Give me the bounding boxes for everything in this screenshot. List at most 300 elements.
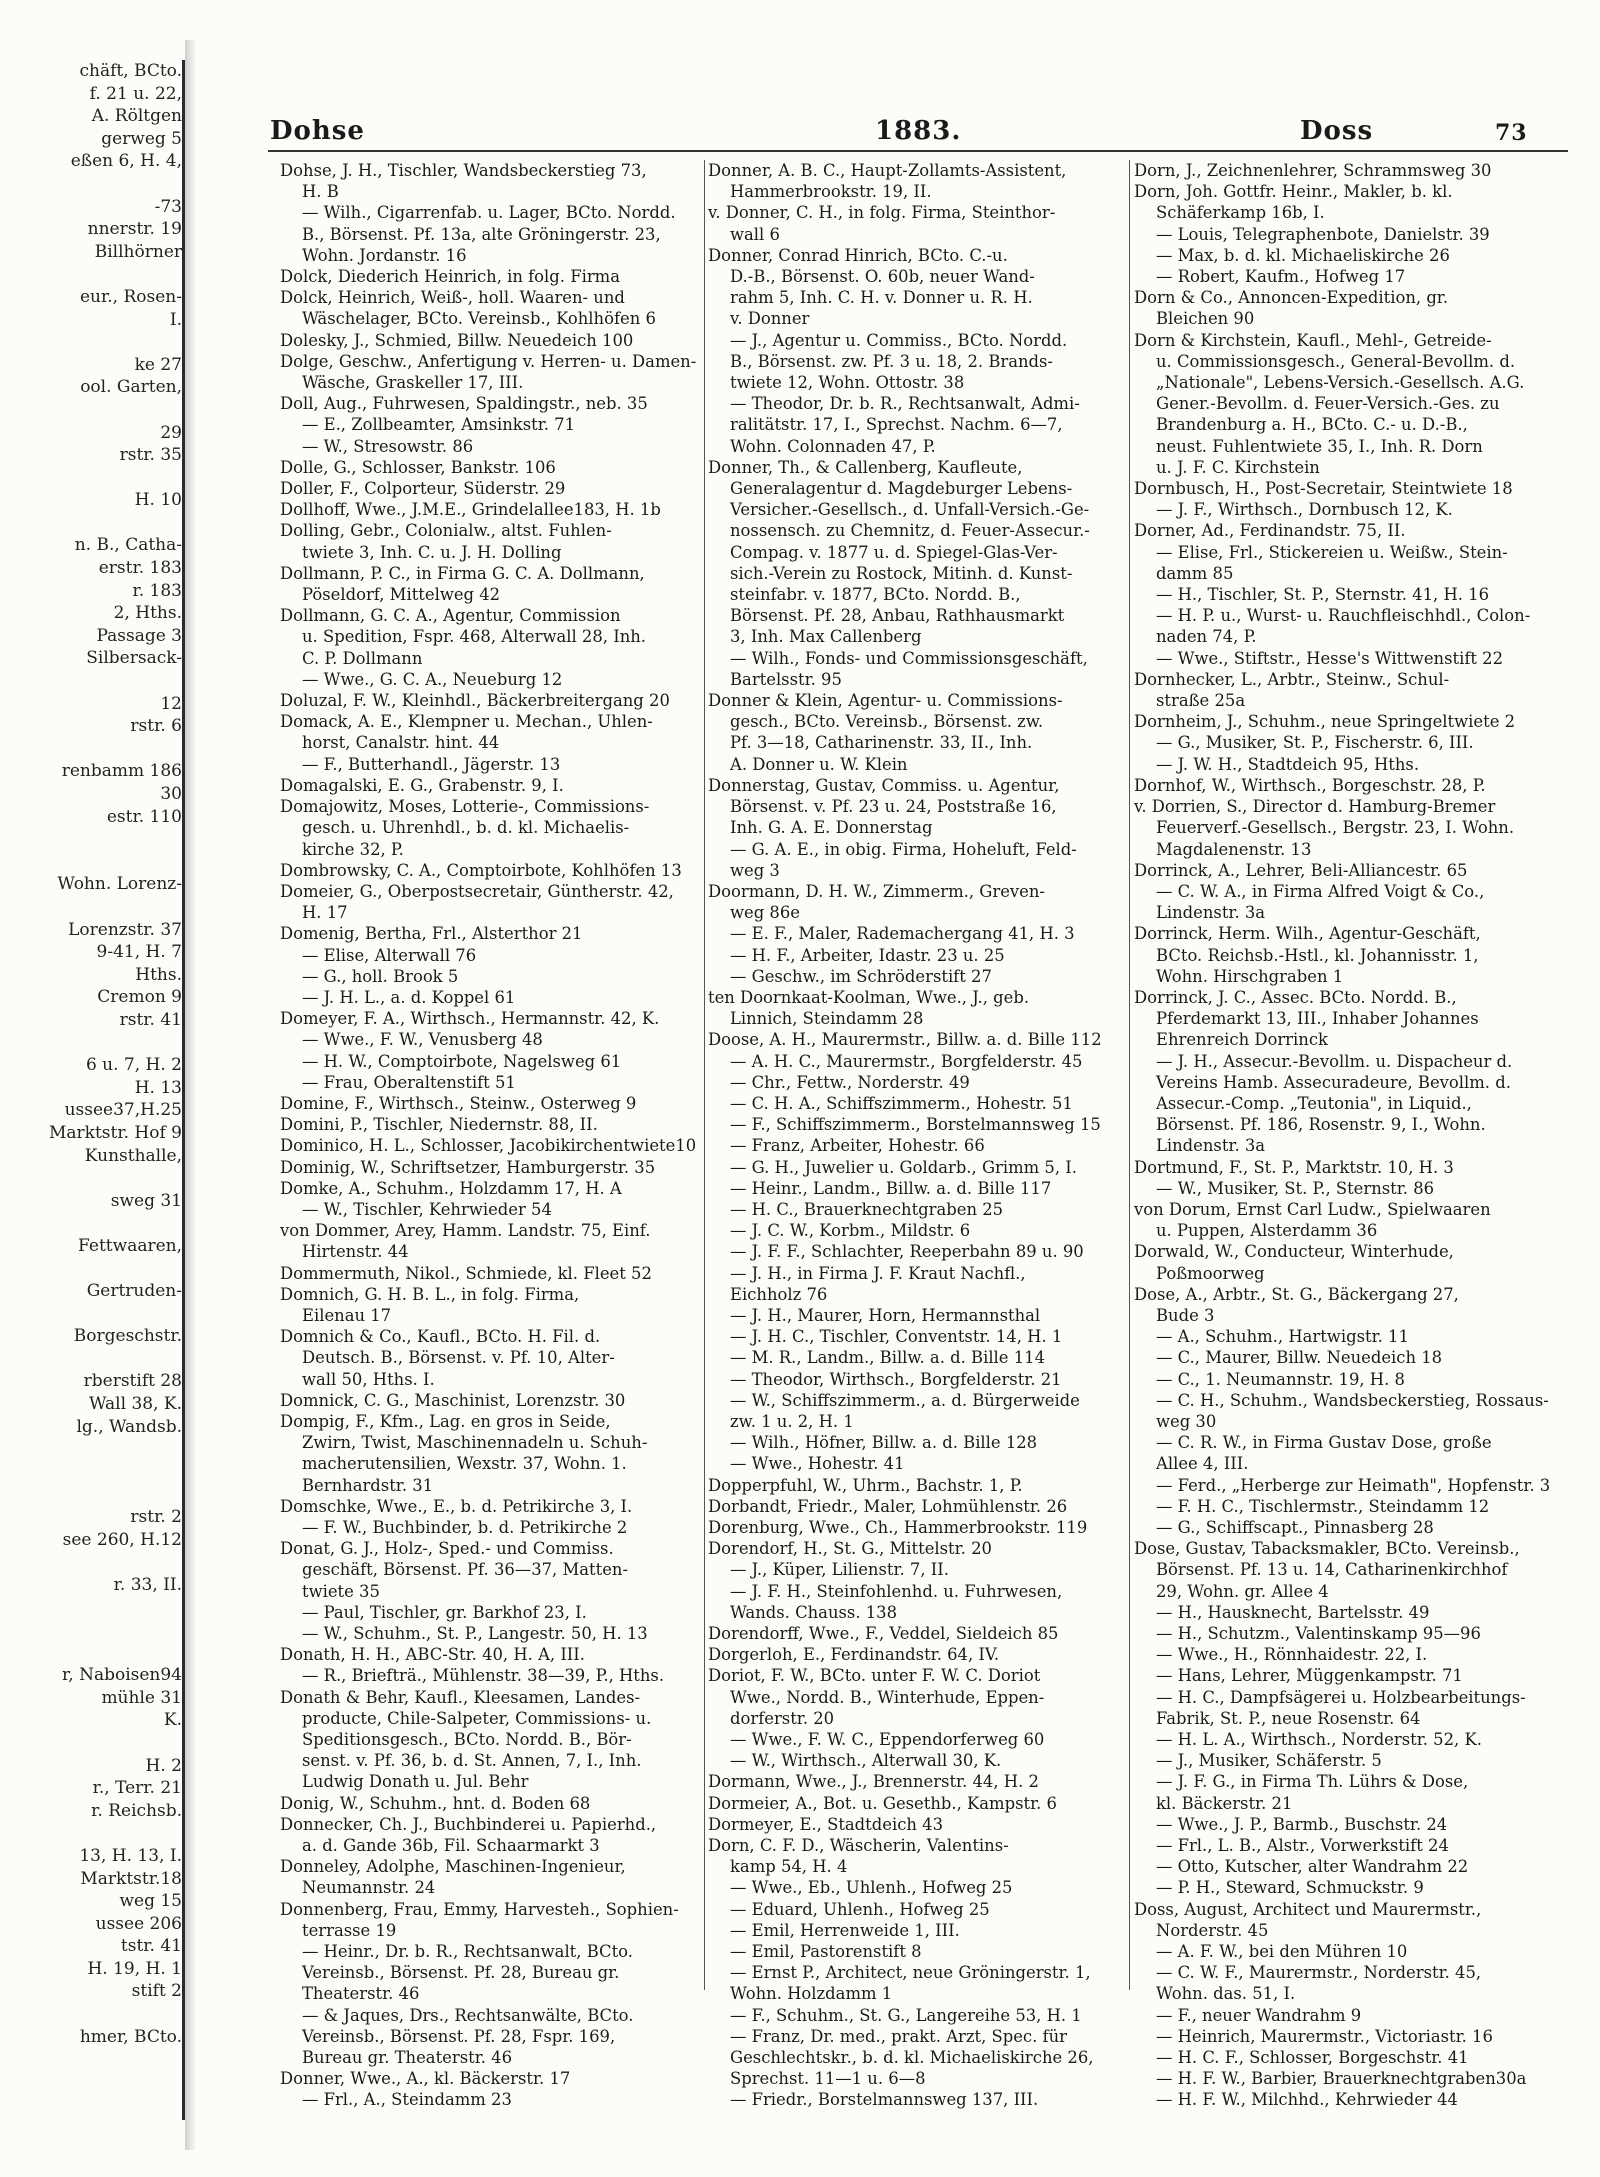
- directory-entry-line: — F., neuer Wandrahm 9: [1156, 2005, 1362, 2025]
- directory-entry-line: — Robert, Kaufm., Hofweg 17: [1156, 267, 1406, 287]
- directory-entry-line: Lindenstr. 3a: [1156, 1136, 1266, 1156]
- prev-page-line: H. 2: [145, 1755, 182, 1776]
- directory-entry-line: Ludwig Donath u. Jul. Behr: [302, 1772, 529, 1792]
- directory-entry-line: Dohse, J. H., Tischler, Wandsbeckerstieg 73,: [280, 161, 647, 180]
- directory-entry-line: zw. 1 u. 2, H. 1: [730, 1411, 854, 1431]
- directory-entry-line: D.-B., Börsenst. O. 60b, neuer Wand-: [730, 267, 1035, 287]
- directory-entry-line: Doluzal, F. W., Kleinhdl., Bäckerbreitergang 20: [280, 691, 670, 711]
- directory-entry-line: — Elise, Frl., Stickereien u. Weißw., Stein-: [1156, 542, 1508, 562]
- prev-page-line: [0, 896, 182, 919]
- prev-page-line: hmer, BCto.: [79, 2026, 182, 2047]
- directory-entry-line: Börsenst. v. Pf. 23 u. 24, Poststraße 16,: [730, 797, 1057, 817]
- directory-entry-line: — J. F. G., in Firma Th. Lührs & Dose,: [1156, 1772, 1469, 1792]
- directory-entry-line: — W., Tischler, Kehrwieder 54: [302, 1199, 552, 1219]
- directory-entry-line: wall 6: [730, 224, 780, 244]
- directory-entry-line: — J., Agentur u. Commiss., BCto. Nordd.: [730, 330, 1068, 350]
- directory-entry-line: 29, Wohn. gr. Allee 4: [1156, 1581, 1329, 1601]
- directory-entry-line: Lindenstr. 3a: [1156, 903, 1266, 923]
- column-3: [1134, 160, 1564, 2140]
- directory-entry-line: Bleichen 90: [1156, 309, 1255, 329]
- directory-entry-line: gesch. u. Uhrenhdl., b. d. kl. Michaelis-: [302, 818, 630, 838]
- directory-entry-line: — J., Küper, Lilienstr. 7, II.: [730, 1560, 949, 1580]
- directory-entry-line: — Wwe., J. P., Barmb., Buschstr. 24: [1156, 1814, 1448, 1834]
- directory-entry-line: — J. C. W., Korbm., Mildstr. 6: [730, 1221, 971, 1241]
- directory-entry-line: — Friedr., Borstelmannsweg 137, III.: [730, 2090, 1039, 2110]
- prev-page-line: 6 u. 7, H. 2: [85, 1055, 182, 1076]
- directory-entry-line: — H. L. A., Wirthsch., Norderstr. 52, K.: [1156, 1730, 1482, 1750]
- directory-entry-line: Speditionsgesch., BCto. Nordd. B., Bör-: [302, 1730, 632, 1750]
- directory-entry-line: Wohn. Jordanstr. 16: [302, 245, 467, 265]
- directory-entry-line: — G. H., Juwelier u. Goldarb., Grimm 5, I.: [730, 1157, 1077, 1177]
- directory-entry-line: Norderstr. 45: [1156, 1920, 1269, 1940]
- prev-page-line: ussee 206: [95, 1913, 182, 1934]
- prev-page-line: [0, 2003, 182, 2026]
- directory-entry-line: Dorgerloh, E., Ferdinandstr. 64, IV.: [708, 1645, 1000, 1665]
- directory-entry-line: — J. F. F., Schlachter, Reeperbahn 89 u. 90: [730, 1242, 1084, 1262]
- directory-entry-line: Doss, August, Architect und Maurermstr.,: [1134, 1899, 1482, 1919]
- directory-entry-line: — J., Musiker, Schäferstr. 5: [1156, 1751, 1382, 1771]
- directory-entry-line: — Wwe., F. W. C., Eppendorferweg 60: [730, 1730, 1045, 1750]
- prev-page-line: [0, 399, 182, 422]
- directory-entry-line: — Theodor, Wirthsch., Borgfelderstr. 21: [730, 1369, 1062, 1389]
- directory-entry-line: Bureau gr. Theaterstr. 46: [302, 2048, 513, 2068]
- directory-entry-line: — H., Tischler, St. P., Sternstr. 41, H. 16: [1156, 585, 1490, 605]
- directory-entry-line: — Wwe., Hohestr. 41: [730, 1454, 905, 1474]
- directory-entry-line: Vereinsb., Börsenst. Pf. 28, Bureau gr.: [302, 1963, 620, 1983]
- directory-entry-line: Domnick, C. G., Maschinist, Lorenzstr. 30: [280, 1390, 626, 1410]
- directory-entry-line: — J. H. L., a. d. Koppel 61: [302, 987, 516, 1007]
- directory-entry-line: — F., Schiffszimmerm., Borstelmannsweg 15: [730, 1115, 1101, 1135]
- directory-entry-line: Dose, Gustav, Tabacksmakler, BCto. Vereinsb.,: [1134, 1539, 1520, 1559]
- directory-entry-line: weg 86e: [730, 903, 800, 923]
- directory-entry-line: — Wilh., Höfner, Billw. a. d. Bille 128: [730, 1433, 1038, 1453]
- directory-entry-line: — H. C. F., Schlosser, Borgeschstr. 41: [1156, 2048, 1469, 2068]
- directory-entry-line: Donner & Klein, Agentur- u. Commissions-: [708, 691, 1063, 711]
- directory-entry-line: — Theodor, Dr. b. R., Rechtsanwalt, Admi-: [730, 394, 1080, 414]
- directory-entry-line: — Hans, Lehrer, Müggenkampstr. 71: [1156, 1666, 1463, 1686]
- directory-entry-line: Bude 3: [1156, 1305, 1215, 1325]
- directory-entry-line: — Heinr., Landm., Billw. a. d. Bille 117: [730, 1178, 1052, 1198]
- directory-entry-line: Dolesky, J., Schmied, Billw. Neuedeich 100: [280, 330, 634, 350]
- prev-page-line: Kunsthalle,: [84, 1145, 182, 1166]
- directory-entry-line: Doller, F., Colporteur, Süderstr. 29: [280, 479, 566, 499]
- directory-entry-line: Donner, Th., & Callenberg, Kaufleute,: [708, 457, 1023, 477]
- directory-entry-line: Domajowitz, Moses, Lotterie-, Commissions-: [280, 797, 650, 817]
- directory-entry-line: H. B: [302, 182, 339, 202]
- directory-entry-line: — Elise, Alterwall 76: [302, 945, 477, 965]
- column-1: [280, 160, 700, 2140]
- prev-page-line: ke 27: [134, 354, 182, 375]
- prev-page-line: rstr. 35: [119, 445, 182, 466]
- prev-page-line: Passage 3: [96, 625, 182, 646]
- directory-entry-line: — E., Zollbeamter, Amsinkstr. 71: [302, 415, 576, 435]
- prev-page-line: sweg 31: [110, 1190, 182, 1211]
- prev-page-line: rstr. 6: [130, 716, 182, 737]
- directory-entry-line: — W., Wirthsch., Alterwall 30, K.: [730, 1751, 1002, 1771]
- directory-entry-line: gesch., BCto. Vereinsb., Börsenst. zw.: [730, 712, 1044, 732]
- directory-entry-line: Domagalski, E. G., Grabenstr. 9, I.: [280, 775, 564, 795]
- prev-page-line: H. 10: [134, 490, 182, 511]
- directory-entry-line: Dormeier, A., Bot. u. Gesethb., Kampstr. 6: [708, 1793, 1057, 1813]
- prev-page-line: 9-41, H. 7: [96, 942, 182, 963]
- prev-page-line: [0, 1212, 182, 1235]
- prev-page-line: chäft, BCto.: [79, 61, 182, 81]
- header-left-keyword: Dohse: [270, 116, 365, 146]
- prev-page-line: 12: [160, 693, 182, 714]
- directory-entry-line: Theaterstr. 46: [302, 1984, 420, 2004]
- directory-entry-line: Dorendorf, H., St. G., Mittelstr. 20: [708, 1539, 992, 1559]
- prev-page-line: ool. Garten,: [80, 377, 182, 398]
- directory-entry-line: H. 17: [302, 903, 348, 923]
- directory-entry-line: — C., 1. Neumannstr. 19, H. 8: [1156, 1369, 1405, 1389]
- directory-entry-line: BCto. Reichsb.-Hstl., kl. Johannisstr. 1,: [1156, 945, 1479, 965]
- directory-entry-line: — Geschw., im Schröderstift 27: [730, 966, 992, 986]
- directory-entry-line: Dombrowsky, C. A., Comptoirbote, Kohlhöfen 13: [280, 860, 682, 880]
- directory-entry-line: Domini, P., Tischler, Niedernstr. 88, II.: [280, 1115, 598, 1135]
- directory-entry-line: — Wwe., H., Rönnhaidestr. 22, I.: [1156, 1645, 1428, 1665]
- directory-entry-line: Eilenau 17: [302, 1305, 392, 1325]
- directory-entry-line: kirche 32, P.: [302, 839, 404, 859]
- header-rule: [268, 150, 1568, 152]
- prev-page-line: r, Naboisen94: [62, 1665, 182, 1686]
- directory-entry-line: horst, Canalstr. hint. 44: [302, 733, 500, 753]
- column-divider: [1129, 160, 1130, 1990]
- directory-entry-line: — Wwe., Eb., Uhlenh., Hofweg 25: [730, 1878, 1013, 1898]
- prev-page-line: 29: [160, 422, 182, 443]
- directory-entry-line: Generalagentur d. Magdeburger Lebens-: [730, 479, 1073, 499]
- directory-entry-line: wall 50, Hths. I.: [302, 1369, 435, 1389]
- prev-page-line: [0, 1483, 182, 1506]
- directory-entry-line: Poßmoorweg: [1156, 1263, 1265, 1283]
- directory-entry-line: Börsenst. Pf. 13 u. 14, Catharinenkirchhof: [1156, 1560, 1508, 1580]
- directory-entry-line: terrasse 19: [302, 1920, 397, 1940]
- directory-entry-line: Doose, A. H., Maurermstr., Billw. a. d. Bille 112: [708, 1030, 1102, 1050]
- directory-entry-line: Neumannstr. 24: [302, 1878, 436, 1898]
- directory-entry-line: Wohn. das. 51, I.: [1156, 1984, 1296, 2004]
- directory-entry-line: kamp 54, H. 4: [730, 1857, 848, 1877]
- directory-entry-line: Doriot, F. W., BCto. unter F. W. C. Doriot: [708, 1666, 1041, 1686]
- directory-entry-line: Dollmann, G. C. A., Agentur, Commission: [280, 606, 621, 626]
- directory-entry-line: — Frl., A., Steindamm 23: [302, 2090, 512, 2110]
- prev-page-line: r. Reichsb.: [91, 1800, 182, 1821]
- directory-entry-line: — Wwe., Stiftstr., Hesse's Wittwenstift 22: [1156, 648, 1504, 668]
- column-divider: [704, 160, 705, 1990]
- prev-page-line: 13, H. 13, I.: [79, 1845, 182, 1866]
- directory-entry-line: v. Donner, C. H., in folg. Firma, Steinthor-: [708, 203, 1056, 223]
- prev-page-line: rstr. 2: [130, 1507, 182, 1527]
- directory-entry-line: twiete 12, Wohn. Ottostr. 38: [730, 373, 965, 393]
- directory-entry-line: — Frl., L. B., Alstr., Vorwerkstift 24: [1156, 1836, 1449, 1856]
- directory-entry-line: Dorn & Co., Annoncen-Expedition, gr.: [1134, 288, 1449, 308]
- previous-page-fragment: [0, 60, 185, 2120]
- directory-entry-line: — F. W., Buchbinder, b. d. Petrikirche 2: [302, 1518, 628, 1537]
- directory-entry-line: neust. Fuhlentwiete 35, I., Inh. R. Dorn: [1156, 436, 1483, 456]
- directory-entry-line: — H. W., Comptoirbote, Nagelsweg 61: [302, 1051, 622, 1071]
- prev-page-line: Marktstr.18: [80, 1868, 182, 1889]
- directory-entry-line: — G., Musiker, St. P., Fischerstr. 6, III.: [1156, 733, 1474, 753]
- prev-page-line: f. 21 u. 22,: [89, 83, 182, 104]
- directory-entry-line: Geschlechtskr., b. d. kl. Michaeliskirche 26,: [730, 2048, 1094, 2068]
- prev-page-line: [0, 1257, 182, 1280]
- directory-entry-line: Dolge, Geschw., Anfertigung v. Herren- u. Damen-: [280, 351, 697, 371]
- directory-entry-line: — J. F., Wirthsch., Dornbusch 12, K.: [1156, 500, 1453, 520]
- directory-entry-line: Domenig, Bertha, Frl., Alsterthor 21: [280, 924, 583, 944]
- directory-entry-line: macherutensilien, Wexstr. 37, Wohn. 1.: [302, 1454, 627, 1474]
- directory-entry-line: Vereins Hamb. Assecuradeure, Bevollm. d.: [1156, 1072, 1511, 1092]
- directory-entry-line: senst. v. Pf. 36, b. d. St. Annen, 7, I., Inh.: [302, 1751, 642, 1771]
- prev-page-line: [0, 512, 182, 535]
- directory-entry-line: Donig, W., Schuhm., hnt. d. Boden 68: [280, 1793, 591, 1813]
- directory-entry-line: Wwe., Nordd. B., Winterhude, Eppen-: [730, 1687, 1045, 1707]
- directory-entry-line: Wohn. Holzdamm 1: [730, 1984, 893, 2004]
- directory-entry-line: Compag. v. 1877 u. d. Spiegel-Glas-Ver-: [730, 542, 1058, 562]
- directory-entry-line: von Dorum, Ernst Carl Ludw., Spielwaaren: [1134, 1199, 1491, 1219]
- prev-page-line: [0, 1732, 182, 1755]
- prev-page-line: [0, 173, 182, 196]
- directory-entry-line: u. Commissionsgesch., General-Bevollm. d.: [1156, 351, 1516, 371]
- directory-entry-line: Domeyer, F. A., Wirthsch., Hermannstr. 42, K.: [280, 1009, 660, 1029]
- directory-entry-line: — R., Briefträ., Mühlenstr. 38—39, P., Hths.: [302, 1666, 665, 1686]
- directory-entry-line: kl. Bäckerstr. 21: [1156, 1793, 1293, 1813]
- directory-entry-line: B., Börsenst. Pf. 13a, alte Gröningerstr. 23,: [302, 224, 661, 244]
- prev-page-line: Fettwaaren,: [78, 1235, 182, 1256]
- directory-entry-line: — C. H. A., Schiffszimmerm., Hohestr. 51: [730, 1093, 1073, 1113]
- directory-entry-line: Dortmund, F., St. P., Marktstr. 10, H. 3: [1134, 1157, 1454, 1177]
- directory-entry-line: Donat, G. J., Holz-, Sped.- und Commiss.: [280, 1539, 614, 1559]
- prev-page-line: lg., Wandsb.: [76, 1416, 182, 1437]
- prev-page-line: Hths.: [135, 964, 182, 985]
- prev-page-line: estr. 110: [106, 806, 182, 827]
- directory-entry-line: Wohn. Hirschgraben 1: [1156, 966, 1344, 986]
- directory-entry-line: Dolle, G., Schlosser, Bankstr. 106: [280, 457, 556, 477]
- directory-entry-line: Pöseldorf, Mittelweg 42: [302, 585, 501, 605]
- directory-entry-line: weg 30: [1156, 1411, 1217, 1431]
- prev-page-line: Wohn. Lorenz-: [57, 874, 182, 895]
- directory-entry-line: — Emil, Pastorenstift 8: [730, 1942, 922, 1962]
- directory-entry-line: — Otto, Kutscher, alter Wandrahm 22: [1156, 1857, 1469, 1877]
- directory-entry-line: 3, Inh. Max Callenberg: [730, 627, 922, 647]
- directory-entry-line: — W., Musiker, St. P., Sternstr. 86: [1156, 1178, 1435, 1198]
- directory-entry-line: Dominig, W., Schriftsetzer, Hamburgerstr. 35: [280, 1157, 656, 1177]
- directory-entry-line: — C. W. A., in Firma Alfred Voigt & Co.,: [1156, 881, 1485, 901]
- directory-entry-line: Fabrik, St. P., neue Rosenstr. 64: [1156, 1708, 1421, 1728]
- directory-entry-line: — Eduard, Uhlenh., Hofweg 25: [730, 1899, 990, 1919]
- prev-page-line: gerweg 5: [101, 128, 182, 149]
- prev-page-line: Silbersack-: [86, 648, 182, 669]
- directory-entry-line: — Wilh., Fonds- und Commissionsgeschäft,: [730, 648, 1088, 668]
- directory-entry-line: — Louis, Telegraphenbote, Danielstr. 39: [1156, 224, 1490, 244]
- prev-page-line: [0, 1619, 182, 1642]
- directory-entry-line: Dollmann, P. C., in Firma G. C. A. Dollmann,: [280, 563, 645, 583]
- prev-page-line: [0, 1348, 182, 1371]
- directory-entry-line: Dorn, Joh. Gottfr. Heinr., Makler, b. kl.: [1134, 182, 1453, 202]
- prev-page-line: [0, 1461, 182, 1484]
- prev-page-line: eur., Rosen-: [80, 286, 182, 307]
- directory-entry-line: Hammerbrookstr. 19, II.: [730, 182, 932, 202]
- directory-entry-line: — A. H. C., Maurermstr., Borgfelderstr. 45: [730, 1051, 1083, 1071]
- directory-entry-line: Brandenburg a. H., BCto. C.- u. D.-B.,: [1156, 415, 1468, 435]
- prev-page-line: I.: [169, 309, 182, 330]
- prev-page-line: tstr. 41: [120, 1936, 182, 1957]
- prev-page-line: [0, 1596, 182, 1619]
- directory-entry-line: naden 74, P.: [1156, 627, 1257, 647]
- prev-page-line: mühle 31: [101, 1687, 182, 1708]
- directory-entry-line: ralitätstr. 17, I., Sprechst. Nachm. 6—7,: [730, 415, 1063, 435]
- directory-entry-line: — H. F. W., Barbier, Brauerknechtgraben30a: [1156, 2069, 1527, 2089]
- directory-entry-line: weg 3: [730, 860, 780, 880]
- directory-entry-line: Dopperpfuhl, W., Uhrm., Bachstr. 1, P.: [708, 1475, 1023, 1495]
- prev-page-line: n. B., Catha-: [74, 535, 182, 556]
- directory-entry-line: Donath, H. H., ABC-Str. 40, H. A, III.: [280, 1645, 585, 1665]
- directory-entry-line: ten Doornkaat-Koolman, Wwe., J., geb.: [708, 987, 1030, 1007]
- directory-entry-line: — W., Schuhm., St. P., Langestr. 50, H. 13: [302, 1624, 648, 1644]
- directory-entry-line: Domnich & Co., Kaufl., BCto. H. Fil. d.: [280, 1327, 601, 1347]
- directory-entry-line: Donner, Wwe., A., kl. Bäckerstr. 17: [280, 2069, 571, 2089]
- directory-entry-line: C. P. Dollmann: [302, 648, 423, 668]
- directory-entry-line: — A., Schuhm., Hartwigstr. 11: [1156, 1327, 1409, 1347]
- prev-page-line: Cremon 9: [97, 987, 182, 1008]
- directory-entry-line: Bartelsstr. 95: [730, 669, 842, 689]
- directory-entry-line: Versicher.-Gesellsch., d. Unfall-Versich.-Ge-: [730, 500, 1090, 520]
- directory-entry-line: Dose, A., Arbtr., St. G., Bäckergang 27,: [1134, 1284, 1459, 1304]
- directory-entry-line: Donnecker, Ch. J., Buchbinderei u. Papierhd.,: [280, 1814, 657, 1834]
- directory-entry-line: — M. R., Landm., Billw. a. d. Bille 114: [730, 1348, 1045, 1368]
- directory-entry-line: Dorbandt, Friedr., Maler, Lohmühlenstr. 26: [708, 1496, 1068, 1516]
- directory-entry-line: Linnich, Steindamm 28: [730, 1009, 924, 1029]
- prev-page-line: K.: [163, 1710, 182, 1731]
- prev-page-line: 30: [160, 784, 182, 804]
- prev-page-line: see 260, H.12: [62, 1529, 182, 1550]
- directory-entry-line: Börsenst. Pf. 28, Anbau, Rathhausmarkt: [730, 606, 1065, 626]
- directory-entry-line: — Ernst P., Architect, neue Gröningerstr. 1,: [730, 1963, 1091, 1983]
- directory-entry-line: Dorwald, W., Conducteur, Winterhude,: [1134, 1242, 1454, 1262]
- directory-entry-line: v. Donner: [730, 309, 810, 329]
- directory-entry-line: — Ferd., „Herberge zur Heimath", Hopfenstr. 3: [1156, 1475, 1551, 1495]
- prev-page-line: 2, Hths.: [113, 603, 182, 624]
- page-gutter: [185, 40, 195, 2150]
- prev-page-line: [0, 1822, 182, 1845]
- directory-entry-line: Dorenburg, Wwe., Ch., Hammerbrookstr. 119: [708, 1518, 1088, 1537]
- directory-entry-line: sich.-Verein zu Rostock, Mitinh. d. Kunst-: [730, 563, 1073, 583]
- directory-entry-line: — Heinr., Dr. b. R., Rechtsanwalt, BCto.: [302, 1942, 633, 1962]
- prev-page-line: Borgeschstr.: [73, 1326, 182, 1347]
- prev-page-line: [0, 331, 182, 354]
- directory-entry-line: — H. F., Arbeiter, Idastr. 23 u. 25: [730, 945, 1005, 965]
- directory-entry-line: Allee 4, III.: [1156, 1454, 1249, 1474]
- directory-entry-line: u. J. F. C. Kirchstein: [1156, 457, 1320, 477]
- directory-entry-line: Domeier, G., Oberpostsecretair, Güntherstr. 42,: [280, 881, 674, 901]
- prev-page-line: eßen 6, H. 4,: [70, 151, 182, 172]
- directory-entry-line: damm 85: [1156, 563, 1234, 583]
- prev-page-line: [0, 1438, 182, 1461]
- directory-entry-line: Dollhoff, Wwe., J.M.E., Grindelallee183, H. 1b: [280, 500, 661, 520]
- directory-entry-line: — H., Hausknecht, Bartelsstr. 49: [1156, 1602, 1430, 1622]
- directory-entry-line: Schäferkamp 16b, I.: [1156, 203, 1325, 223]
- directory-entry-line: Dorn & Kirchstein, Kaufl., Mehl-, Getreide-: [1134, 330, 1492, 350]
- directory-entry-line: producte, Chile-Salpeter, Commissions- u.: [302, 1708, 652, 1728]
- directory-entry-line: rahm 5, Inh. C. H. v. Donner u. R. H.: [730, 288, 1033, 308]
- directory-entry-line: — H. P. u., Wurst- u. Rauchfleischhdl., Colon-: [1156, 606, 1531, 626]
- directory-entry-line: Dorrinck, J. C., Assec. BCto. Nordd. B.,: [1134, 987, 1457, 1007]
- prev-page-line: stift 2: [131, 1981, 182, 2002]
- directory-entry-line: Wäschelager, BCto. Vereinsb., Kohlhöfen 6: [302, 309, 656, 329]
- directory-entry-line: Magdalenenstr. 13: [1156, 839, 1312, 859]
- directory-entry-line: Pf. 3—18, Catharinenstr. 33, II., Inh.: [730, 733, 1033, 753]
- prev-page-line: [0, 1551, 182, 1574]
- directory-entry-line: Pferdemarkt 13, III., Inhaber Johannes: [1156, 1009, 1479, 1029]
- column-2: [708, 160, 1124, 2140]
- directory-entry-line: Dorrinck, A., Lehrer, Beli-Alliancestr. 65: [1134, 860, 1468, 880]
- directory-entry-line: — W., Schiffszimmerm., a. d. Bürgerweide: [730, 1390, 1080, 1410]
- directory-entry-line: Dorner, Ad., Ferdinandstr. 75, II.: [1134, 521, 1406, 541]
- directory-entry-line: Doormann, D. H. W., Zimmerm., Greven-: [708, 881, 1045, 901]
- directory-entry-line: B., Börsenst. zw. Pf. 3 u. 18, 2. Brands-: [730, 351, 1053, 371]
- directory-entry-line: — J. H., Assecur.-Bevollm. u. Dispacheur d.: [1156, 1051, 1513, 1071]
- directory-entry-line: Donner, A. B. C., Haupt-Zollamts-Assistent,: [708, 161, 1067, 180]
- directory-entry-line: — Wwe., F. W., Venusberg 48: [302, 1030, 543, 1050]
- directory-entry-line: Wohn. Colonnaden 47, P.: [730, 436, 936, 456]
- prev-page-line: ussee37,H.25: [64, 1100, 182, 1121]
- prev-page-line: [0, 263, 182, 286]
- directory-entry-line: — C., Maurer, Billw. Neuedeich 18: [1156, 1348, 1443, 1368]
- prev-page-line: r. 33, II.: [113, 1574, 182, 1595]
- directory-entry-line: Domnich, G. H. B. L., in folg. Firma,: [280, 1284, 580, 1304]
- directory-entry-line: Dormeyer, E., Stadtdeich 43: [708, 1814, 943, 1834]
- prev-page-line: Marktstr. Hof 9: [49, 1122, 182, 1143]
- prev-page-line: rstr. 41: [119, 1009, 182, 1030]
- directory-entry-line: Dolling, Gebr., Colonialw., altst. Fuhlen-: [280, 521, 612, 541]
- directory-entry-line: — G., holl. Brook 5: [302, 966, 459, 986]
- header-year: 1883.: [875, 116, 962, 146]
- prev-page-line: [0, 1167, 182, 1190]
- prev-page-line: [0, 851, 182, 874]
- directory-entry-line: Domschke, Wwe., E., b. d. Petrikirche 3, I.: [280, 1496, 633, 1516]
- directory-entry-line: Donnerstag, Gustav, Commiss. u. Agentur,: [708, 775, 1060, 795]
- directory-entry-line: Gener.-Bevollm. d. Feuer-Versich.-Ges. zu: [1156, 394, 1500, 414]
- directory-entry-line: straße 25a: [1156, 691, 1246, 711]
- prev-page-line: [0, 1642, 182, 1665]
- directory-entry-line: — Frau, Oberaltenstift 51: [302, 1072, 516, 1092]
- directory-entry-line: Sprechst. 11—1 u. 6—8: [730, 2069, 926, 2089]
- prev-page-line: H. 13: [134, 1077, 182, 1098]
- prev-page-line: Billhörner: [94, 241, 182, 262]
- directory-entry-line: — P. H., Steward, Schmuckstr. 9: [1156, 1878, 1424, 1898]
- directory-entry-line: — H. C., Dampfsägerei u. Holzbearbeitungs-: [1156, 1687, 1526, 1707]
- directory-entry-line: Bernhardstr. 31: [302, 1475, 434, 1495]
- directory-entry-line: Ehrenreich Dorrinck: [1156, 1030, 1328, 1050]
- directory-entry-line: — F., Schuhm., St. G., Langereihe 53, H. 1: [730, 2005, 1082, 2025]
- directory-entry-line: — J. H. C., Tischler, Conventstr. 14, H. 1: [730, 1327, 1063, 1347]
- directory-entry-line: Dornbusch, H., Post-Secretair, Steintwiete 18: [1134, 479, 1513, 499]
- directory-entry-line: — F., Butterhandl., Jägerstr. 13: [302, 754, 561, 774]
- directory-entry-line: dorferstr. 20: [730, 1708, 835, 1728]
- directory-entry-line: — F. H. C., Tischlermstr., Steindamm 12: [1156, 1496, 1490, 1516]
- directory-entry-line: — W., Stresowstr. 86: [302, 436, 474, 456]
- directory-entry-line: „Nationale", Lebens-Versich.-Gesellsch. A.G.: [1156, 373, 1525, 393]
- directory-entry-line: von Dommer, Arey, Hamm. Landstr. 75, Einf.: [280, 1221, 651, 1241]
- directory-entry-line: Donath & Behr, Kaufl., Kleesamen, Landes-: [280, 1687, 641, 1707]
- directory-entry-line: Donneley, Adolphe, Maschinen-Ingenieur,: [280, 1857, 626, 1877]
- directory-entry-line: Donner, Conrad Hinrich, BCto. C.-u.: [708, 245, 1008, 265]
- prev-page-line: Lorenzstr. 37: [68, 919, 182, 940]
- directory-entry-line: a. d. Gande 36b, Fil. Schaarmarkt 3: [302, 1836, 600, 1856]
- directory-entry-line: Dolck, Heinrich, Weiß-, holl. Waaren- und: [280, 288, 625, 308]
- directory-entry-line: nossensch. zu Chemnitz, d. Feuer-Assecur.-: [730, 521, 1090, 541]
- directory-entry-line: — C. H., Schuhm., Wandsbeckerstieg, Rossaus-: [1156, 1390, 1549, 1410]
- directory-entry-line: — J. F. H., Steinfohlenhd. u. Fuhrwesen,: [730, 1581, 1063, 1601]
- directory-entry-line: — Emil, Herrenweide 1, III.: [730, 1920, 960, 1940]
- directory-entry-line: geschäft, Börsenst. Pf. 36—37, Matten-: [302, 1560, 628, 1580]
